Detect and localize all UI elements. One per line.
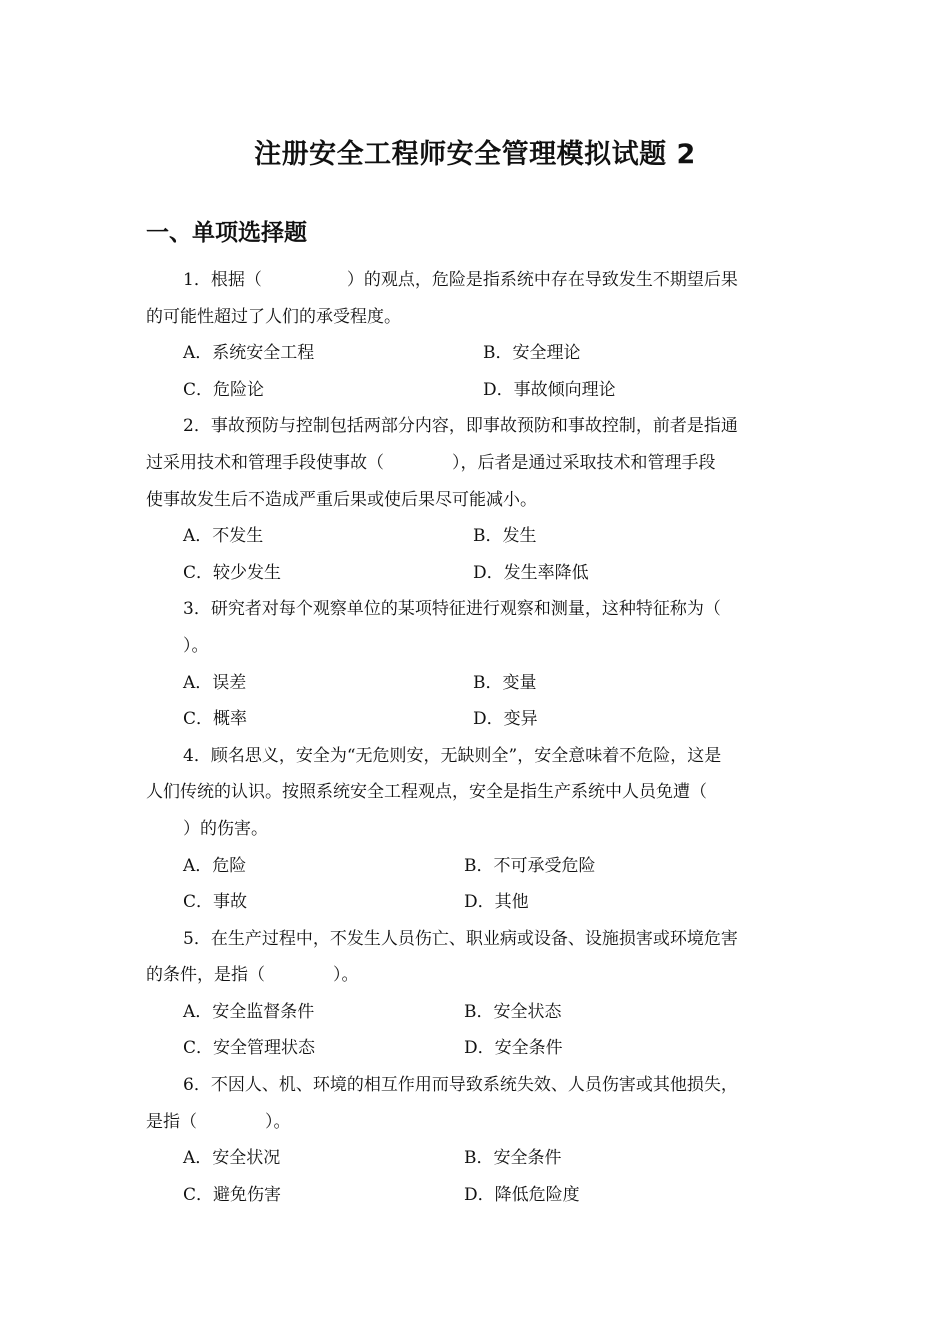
question-text-line: 是指（ ）。 xyxy=(146,1111,291,1132)
option-b: B．安全状态 xyxy=(464,1001,562,1022)
option-b: B．发生 xyxy=(473,526,537,547)
question-text-line: 3．研究者对每个观察单位的某项特征进行观察和测量，这种特征称为（ xyxy=(183,599,721,620)
question-text-line: 5．在生产过程中，不发生人员伤亡、职业病或设备、设施损害或环境危害 xyxy=(183,928,738,949)
option-c: C．安全管理状态 xyxy=(183,1038,316,1059)
option-c: C．危险论 xyxy=(183,379,265,400)
question-text-line: 的条件，是指（ ）。 xyxy=(146,965,359,986)
section-heading: 一、单项选择题 xyxy=(146,220,307,246)
option-d: D．发生率降低 xyxy=(473,562,589,583)
option-d: D．其他 xyxy=(464,892,529,913)
question-text-line: 1．根据（ ）的观点，危险是指系统中存在导致发生不期望后果 xyxy=(183,270,738,290)
document-title: 注册安全工程师安全管理模拟试题 2 xyxy=(254,139,696,170)
question-4 xyxy=(146,738,810,921)
option-row xyxy=(146,1140,810,1177)
question-text-line: 4．顾名思义，安全为“无危则安，无缺则全”，安全意味着不危险，这是 xyxy=(183,745,722,766)
question-text-line: 的可能性超过了人们的承受程度。 xyxy=(146,306,401,327)
question-5 xyxy=(146,921,810,1067)
option-b: B．不可承受危险 xyxy=(464,855,596,876)
option-d: D．变异 xyxy=(473,709,538,730)
option-d: D．安全条件 xyxy=(464,1038,563,1059)
option-row xyxy=(146,701,810,738)
option-c: C．较少发生 xyxy=(183,562,282,583)
option-a: A．误差 xyxy=(183,672,247,693)
question-6 xyxy=(146,1067,810,1213)
option-row xyxy=(146,518,810,555)
question-list xyxy=(146,262,810,1213)
option-row xyxy=(146,1177,810,1214)
question-text-line: 过采用技术和管理手段使事故（ ），后者是通过采取技术和管理手段 xyxy=(146,452,716,473)
option-row xyxy=(146,884,810,921)
option-b: B．变量 xyxy=(473,672,537,693)
question-text-line: 6．不因人、机、环境的相互作用而导致系统失效、人员伤害或其他损失， xyxy=(183,1075,738,1096)
option-row xyxy=(146,1030,810,1067)
option-row xyxy=(146,665,810,702)
question-3 xyxy=(146,591,810,737)
option-a: A．安全监督条件 xyxy=(183,1001,315,1022)
option-b: B．安全条件 xyxy=(464,1148,562,1169)
option-a: A．危险 xyxy=(183,855,247,876)
question-1 xyxy=(146,262,810,408)
question-text-line: ）的伤害。 xyxy=(183,818,268,839)
option-d: D．降低危险度 xyxy=(464,1184,580,1205)
option-row xyxy=(146,848,810,885)
option-row xyxy=(146,555,810,592)
option-d: D．事故倾向理论 xyxy=(483,379,616,400)
option-a: A．安全状况 xyxy=(183,1148,281,1169)
option-row xyxy=(146,335,810,372)
option-a: A．不发生 xyxy=(183,526,264,547)
option-c: C．避免伤害 xyxy=(183,1184,282,1205)
question-text-line: 使事故发生后不造成严重后果或使后果尽可能减小。 xyxy=(146,489,537,510)
option-c: C．事故 xyxy=(183,892,248,913)
question-text-line: 2．事故预防与控制包括两部分内容，即事故预防和事故控制，前者是指通 xyxy=(183,416,738,437)
option-row xyxy=(146,372,810,409)
question-text-line: ）。 xyxy=(183,635,209,656)
option-b: B．安全理论 xyxy=(483,343,581,364)
option-row xyxy=(146,994,810,1031)
option-c: C．概率 xyxy=(183,709,248,730)
option-a: A．系统安全工程 xyxy=(183,343,315,364)
question-text-line: 人们传统的认识。按照系统安全工程观点，安全是指生产系统中人员免遭（ xyxy=(146,782,707,803)
question-2 xyxy=(146,408,810,591)
